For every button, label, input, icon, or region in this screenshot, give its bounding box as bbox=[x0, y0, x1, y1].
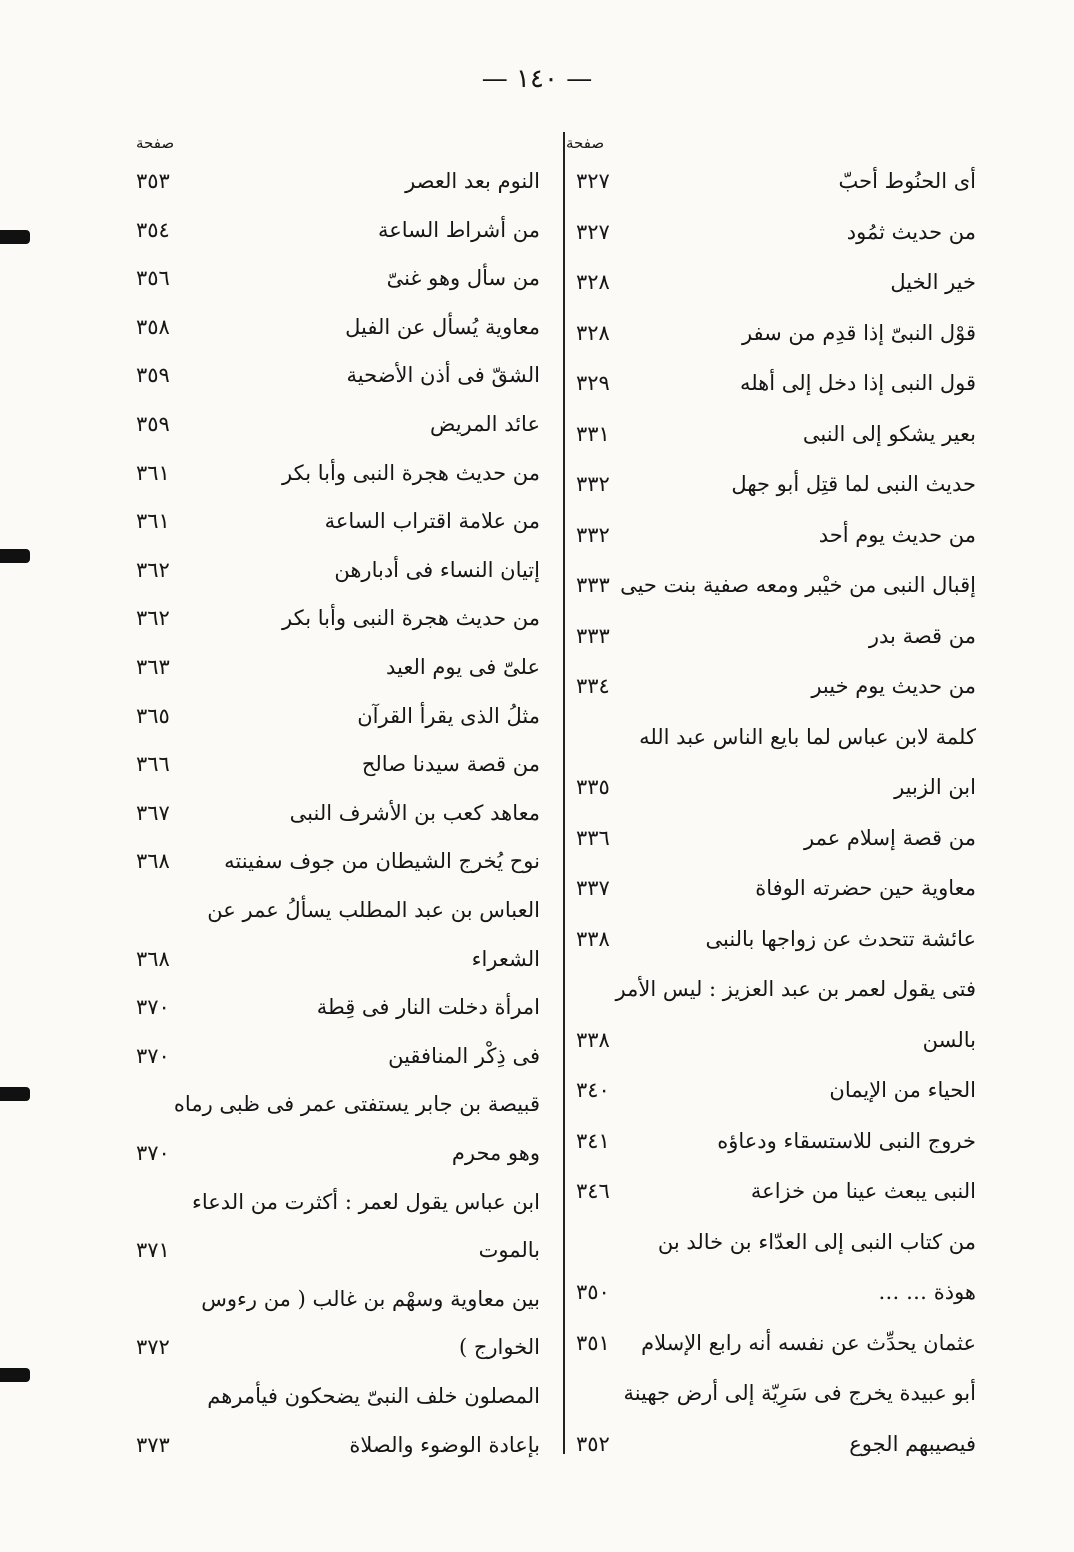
entry-page-number: ٣٢٧ bbox=[576, 219, 610, 244]
index-entry bbox=[576, 262, 976, 302]
entry-title: إقبال النبى من خيْبر ومعه صفية بنت حيى bbox=[620, 573, 976, 597]
index-entry bbox=[576, 868, 976, 908]
entry-title: من حديث يوم أحد bbox=[818, 522, 976, 547]
entry-title: بعير يشكو إلى النبى bbox=[802, 421, 976, 446]
entry-title: من حديث هجرة النبى وأبا بكر bbox=[282, 460, 540, 485]
index-entry bbox=[130, 696, 540, 736]
entry-page-number: ٣٦٦ bbox=[136, 752, 170, 777]
left-column-header: صفحة bbox=[136, 134, 175, 152]
entry-page-number: ٣٦١ bbox=[136, 460, 170, 485]
index-entry bbox=[130, 1230, 540, 1270]
entry-title: من كتاب النبى إلى العدّاء بن خالد بن bbox=[657, 1229, 976, 1254]
entry-page-number: ٣٣٦ bbox=[576, 825, 610, 850]
entry-page-number: ٣٦٥ bbox=[136, 703, 170, 728]
entry-page-number: ٣٥٨ bbox=[136, 314, 170, 339]
index-entry bbox=[130, 841, 540, 881]
entry-page-number: ٣٤٦ bbox=[576, 1179, 610, 1203]
entry-page-number: ٣٧٢ bbox=[136, 1335, 170, 1360]
entry-page-number: ٣٥٦ bbox=[136, 266, 170, 291]
entry-title: عائد المريض bbox=[429, 412, 540, 436]
entry-page-number: ٣٣٣ bbox=[576, 573, 610, 597]
index-entry bbox=[576, 969, 976, 1009]
entry-title: وهو محرم bbox=[451, 1141, 540, 1165]
entry-title: النبى يبعث عينا من خزاعة bbox=[750, 1179, 976, 1203]
index-entry bbox=[576, 1121, 976, 1161]
entry-page-number: ٣٦١ bbox=[136, 509, 170, 534]
entry-title: قوْل النبىّ إذا قدِم من سفر bbox=[741, 320, 976, 345]
index-entry bbox=[576, 515, 976, 555]
index-entry bbox=[576, 1272, 976, 1312]
index-entry bbox=[576, 565, 976, 605]
entry-title: فتى يقول لعمر بن عبد العزيز : ليس الأمر bbox=[615, 977, 976, 1001]
entry-title: من حديث ثمُود bbox=[846, 219, 976, 244]
entry-page-number: ٣٣٢ bbox=[576, 522, 610, 547]
index-entry bbox=[130, 647, 540, 687]
entry-title: معاوية يُسأل عن الفيل bbox=[345, 314, 540, 339]
entry-page-number: ٣٥٤ bbox=[136, 217, 170, 242]
index-entry bbox=[130, 355, 540, 395]
entry-title: أى الحنُوط أحبّ bbox=[838, 169, 976, 193]
index-entry bbox=[130, 210, 540, 250]
index-entry bbox=[130, 258, 540, 298]
entry-title: قبيصة بن جابر يستفتى عمر فى ظبى رماه bbox=[173, 1092, 540, 1117]
index-entry bbox=[130, 987, 540, 1027]
entry-page-number: ٣٣٢ bbox=[576, 472, 610, 496]
entry-page-number: ٣٢٨ bbox=[576, 270, 610, 294]
index-entry bbox=[130, 501, 540, 541]
index-entry bbox=[130, 550, 540, 590]
entry-title: حديث النبى لما قتِل أبو جهل bbox=[731, 472, 976, 496]
entry-title: من أشراط الساعة bbox=[377, 217, 540, 242]
entry-title: ابن عباس يقول لعمر : أكثرت من الدعاء bbox=[191, 1189, 540, 1214]
entry-page-number: ٣٣٣ bbox=[576, 623, 610, 648]
index-entry bbox=[130, 1425, 540, 1465]
entry-title: قول النبى إذا دخل إلى أهله bbox=[739, 371, 976, 395]
entry-title: هوذة … … bbox=[878, 1280, 976, 1304]
index-entry bbox=[576, 363, 976, 403]
index-entry bbox=[576, 161, 976, 201]
entry-title: الخوارج ) bbox=[458, 1335, 540, 1360]
entry-title: عائشة تتحدث عن زواجها بالنبى bbox=[705, 926, 976, 951]
entry-page-number: ٣٥٣ bbox=[136, 169, 170, 193]
entry-page-number: ٣٣٨ bbox=[576, 926, 610, 951]
index-entry bbox=[576, 616, 976, 656]
index-entry bbox=[576, 818, 976, 858]
entry-title: المصلون خلف النبىّ يضحكون فيأمرهم bbox=[207, 1384, 540, 1408]
entry-title: خير الخيل bbox=[890, 270, 976, 294]
entry-page-number: ٣٥٩ bbox=[136, 363, 170, 388]
index-entry bbox=[130, 744, 540, 784]
index-entry bbox=[130, 1182, 540, 1222]
entry-title: امرأة دخلت النار فى قِطة bbox=[316, 995, 540, 1020]
index-entry bbox=[576, 414, 976, 454]
entry-page-number: ٣٧٣ bbox=[136, 1432, 170, 1457]
column-divider bbox=[563, 132, 565, 1454]
entry-title: النوم بعد العصر bbox=[405, 169, 540, 193]
entry-title: ابن الزبير bbox=[894, 775, 976, 799]
index-entry bbox=[576, 212, 976, 252]
index-entry bbox=[130, 1279, 540, 1319]
entry-page-number: ٣٣١ bbox=[576, 421, 610, 446]
entry-page-number: ٣٤١ bbox=[576, 1128, 610, 1153]
entry-page-number: ٣٦٨ bbox=[136, 946, 170, 971]
index-entry bbox=[130, 1036, 540, 1076]
entry-title: من سأل وهو غنىّ bbox=[386, 266, 540, 291]
entry-title: من حديث يوم خيبر bbox=[811, 674, 976, 698]
entry-page-number: ٣٥٢ bbox=[576, 1431, 610, 1456]
index-entry bbox=[130, 307, 540, 347]
index-entry bbox=[576, 1070, 976, 1110]
entry-page-number: ٣٦٢ bbox=[136, 606, 170, 631]
index-entry bbox=[576, 1020, 976, 1060]
index-entry bbox=[130, 890, 540, 930]
index-entry bbox=[576, 919, 976, 959]
entry-page-number: ٣٧٠ bbox=[136, 1043, 170, 1068]
right-column-header: صفحة bbox=[566, 134, 605, 152]
entry-title: بين معاوية وسهْم بن غالب ( من رءوس bbox=[201, 1286, 540, 1311]
entry-title: خروج النبى للاستسقاء ودعاؤه bbox=[717, 1128, 976, 1153]
index-entry bbox=[576, 464, 976, 504]
entry-title: نوح يُخرج الشيطان من جوف سفينته bbox=[224, 849, 540, 874]
index-entry bbox=[130, 1327, 540, 1367]
entry-page-number: ٣٥٩ bbox=[136, 412, 170, 436]
entry-page-number: ٣٧٠ bbox=[136, 1141, 170, 1165]
entry-title: بإعادة الوضوء والصلاة bbox=[349, 1432, 540, 1457]
index-entry bbox=[130, 939, 540, 979]
index-entry bbox=[576, 313, 976, 353]
index-entry bbox=[576, 1424, 976, 1464]
index-entry bbox=[576, 1222, 976, 1262]
index-entry bbox=[130, 598, 540, 638]
entry-title: إتيان النساء فى أدبارهن bbox=[334, 557, 540, 582]
entry-title: معاهد كعب بن الأشرف النبى bbox=[289, 800, 540, 825]
index-entry bbox=[576, 767, 976, 807]
index-entry bbox=[576, 1171, 976, 1211]
entry-title: الحياء من الإيمان bbox=[829, 1078, 976, 1102]
entry-title: من حديث هجرة النبى وأبا بكر bbox=[282, 606, 540, 631]
entry-page-number: ٣٣٧ bbox=[576, 876, 610, 900]
index-entry bbox=[130, 1133, 540, 1173]
entry-page-number: ٣٣٥ bbox=[576, 775, 610, 799]
margin-mark bbox=[0, 230, 30, 244]
index-entry bbox=[576, 1373, 976, 1413]
entry-page-number: ٣٢٩ bbox=[576, 371, 610, 395]
entry-page-number: ٣٥١ bbox=[576, 1330, 610, 1355]
entry-page-number: ٣٦٢ bbox=[136, 557, 170, 582]
entry-page-number: ٣٣٤ bbox=[576, 674, 610, 698]
index-entry bbox=[576, 717, 976, 757]
index-entry bbox=[576, 666, 976, 706]
entry-title: الشقّ فى أذن الأضحية bbox=[346, 363, 540, 388]
entry-title: علىّ فى يوم العيد bbox=[386, 655, 540, 679]
entry-page-number: ٣٦٧ bbox=[136, 800, 170, 825]
entry-page-number: ٣٧١ bbox=[136, 1238, 170, 1263]
entry-title: معاوية حين حضرته الوفاة bbox=[755, 876, 976, 900]
entry-title: الشعراء bbox=[471, 946, 540, 971]
entry-page-number: ٣٦٣ bbox=[136, 655, 170, 679]
entry-page-number: ٣٥٠ bbox=[576, 1280, 610, 1304]
entry-title: بالموت bbox=[478, 1238, 540, 1263]
page-number: — ١٤٠ — bbox=[481, 64, 593, 94]
index-entry bbox=[576, 1323, 976, 1363]
margin-mark bbox=[0, 1087, 30, 1101]
index-entry bbox=[130, 1376, 540, 1416]
entry-page-number: ٣٣٨ bbox=[576, 1027, 610, 1052]
index-entry bbox=[130, 793, 540, 833]
entry-page-number: ٣٧٠ bbox=[136, 995, 170, 1020]
entry-title: فى ذِكْر المنافقين bbox=[388, 1043, 540, 1068]
entry-title: بالسن bbox=[922, 1027, 976, 1052]
index-entry bbox=[130, 453, 540, 493]
entry-title: مثلُ الذى يقرأ القرآن bbox=[357, 703, 540, 728]
index-entry bbox=[130, 161, 540, 201]
margin-mark bbox=[0, 549, 30, 563]
entry-title: من قصة سيدنا صالح bbox=[361, 752, 540, 777]
entry-title: عثمان يحدِّث عن نفسه أنه رابع الإسلام bbox=[641, 1330, 976, 1355]
entry-title: من قصة بدر bbox=[868, 623, 976, 648]
margin-mark bbox=[0, 1368, 30, 1382]
index-entry bbox=[130, 1084, 540, 1124]
entry-page-number: ٣٢٧ bbox=[576, 169, 610, 193]
entry-title: من علامة اقتراب الساعة bbox=[324, 509, 540, 534]
entry-page-number: ٣٦٨ bbox=[136, 849, 170, 874]
entry-page-number: ٣٤٠ bbox=[576, 1078, 610, 1102]
entry-title: كلمة لابن عباس لما بايع الناس عبد الله bbox=[639, 724, 976, 749]
entry-title: أبو عبيدة يخرج فى سَرِيّة إلى أرض جهينة bbox=[623, 1381, 976, 1405]
entry-title: العباس بن عبد المطلب يسألُ عمر عن bbox=[207, 898, 540, 922]
entry-title: فيصيبهم الجوع bbox=[849, 1431, 976, 1456]
index-entry bbox=[130, 404, 540, 444]
entry-page-number: ٣٢٨ bbox=[576, 320, 610, 345]
entry-title: من قصة إسلام عمر bbox=[804, 825, 976, 850]
